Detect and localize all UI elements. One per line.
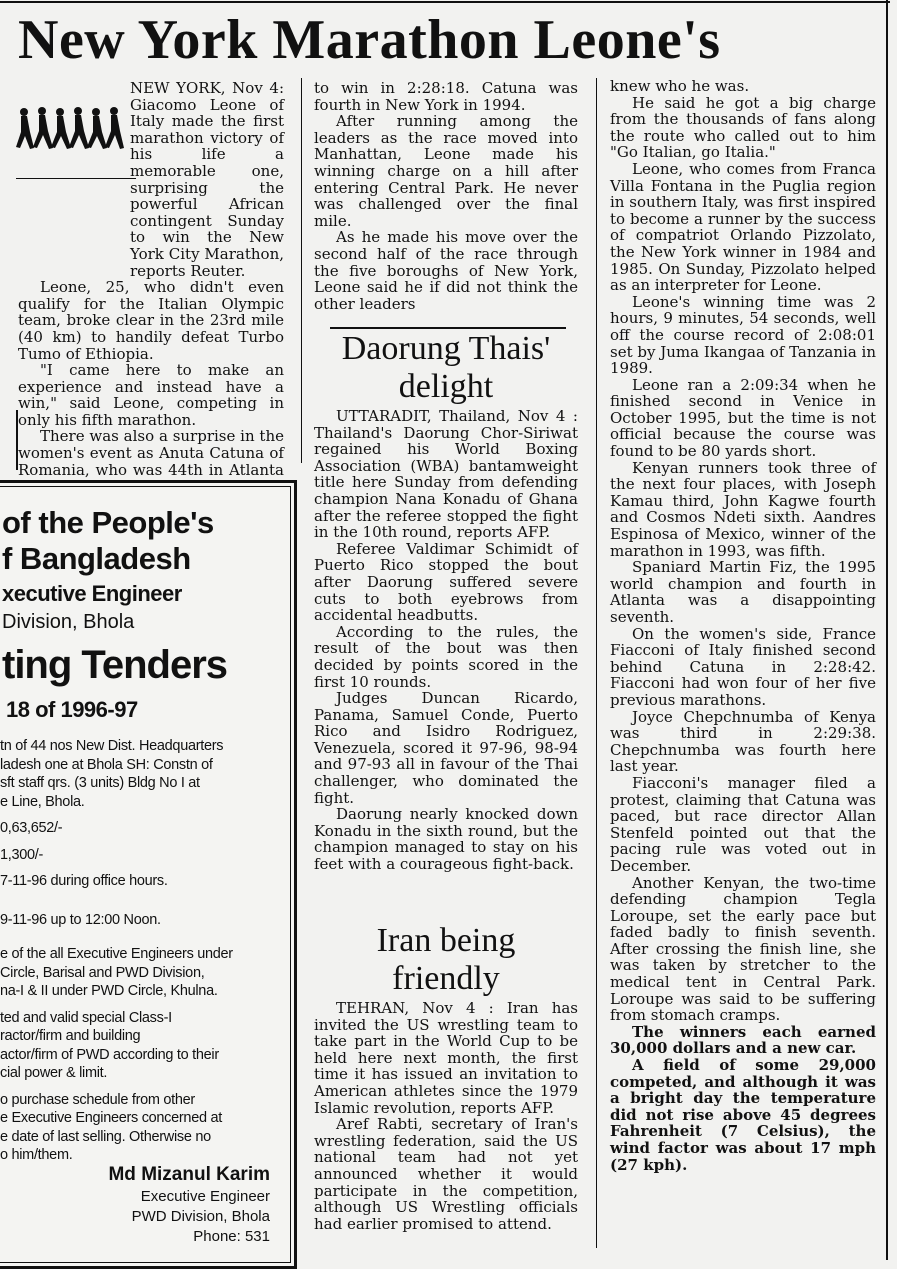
paragraph: Fiacconi's manager filed a protest, claiming that Catuna was paced, but race director Allan Stenfeld pointed out that the pacing rule was voted out in December. [610,773,876,875]
ad-line: e Executive Engineers concerned at [0,1110,222,1126]
ad-heading-2: f Bangladesh [2,541,191,576]
paragraph: knew who he was. [610,77,750,95]
paragraph: Leone's winning time was 2 hours, 9 minutes, 54 seconds, well off the course record of 2:08:01 set by Juma Ikangaa of Tanzania in 1989. [610,292,876,378]
ad-line: actor/firm of PWD according to their [0,1046,219,1063]
story3-title-line2: friendly [392,960,500,997]
story2-title [312,330,580,406]
paragraph: "I came here to make an experience and instead have a win," said Leone, competing in only his fifth marathon. [18,361,284,429]
ad-notice-no: 18 of 1996-97 [6,697,138,722]
ad-line: o him/them. [0,1147,73,1163]
column-rule [16,410,18,470]
paragraph: Leone, 25, who didn't even qualify for the Italian Olympic team, broke clear in the 23rd mile (40 km) to handily defeat Turbo Tumo of Ethiopia. [18,278,284,363]
signatory-phone: Phone: 531 [193,1228,270,1245]
headline: New York Marathon Leone's [18,9,721,71]
paragraph: After running among the leaders as the race moved into Manhattan, Leone made his winning charge on a hill after entering Central Park. He never was challenged over the final mile. [314,112,578,230]
paragraph: There was also a surprise in the women's event as Anuta Catuna of Romania, who was 44th in Atlanta [18,427,284,479]
ad-body [0,737,282,1165]
paragraph: According to the rules, the result of the bout was then decided by points scored in the first 10 rounds. [314,622,578,691]
signatory-name: Md Mizanul Karim [108,1164,270,1185]
paragraph: Referee Valdimar Schimidt of Puerto Rico stopped the bout after Daorung suffered severe cuts to both eyebrows from accidental headbutts. [314,539,578,625]
ad-line: cial power & limit. [0,1065,108,1081]
ad-line: 1,300/- [0,846,44,863]
ad-line: na-I & II under PWD Circle, Khulna. [0,983,218,999]
ad-line: e date of last selling. Otherwise no [0,1128,211,1145]
ad-division: Division, Bhola [2,611,135,633]
divider [330,327,566,329]
paragraph: TEHRAN, Nov 4 : Iran has invited the US wrestling team to take part in the World Cup to be held here next month, the first time it has issued an invitation to American athletes since the 1979 Islamic revolution, reports AFP. [314,999,578,1117]
paragraph: Spaniard Martin Fiz, the 1995 world champion and fourth in Atlanta was a disappointing seventh. [610,558,876,626]
tender-advertisement [0,480,297,1269]
paragraph: On the women's side, France Fiacconi of Italy finished second behind Catuna in 2:28:42. Fiacconi had won four of her five previous marathons. [610,624,876,709]
paragraph: Daorung nearly knocked down Konadu in the sixth round, but the champion managed to stay on his feet with a courageous fight-back. [314,805,578,874]
ad-line: 7-11-96 during office hours. [0,873,168,889]
story3-body [314,1000,578,1232]
ad-heading-1: of the People's [2,505,214,540]
ad-line: o purchase schedule from other [0,1091,195,1108]
right-rule [886,0,888,1260]
ad-line: Circle, Barisal and PWD Division, [0,964,205,981]
story2-body [314,408,578,873]
ad-line: ted and valid special Class-I [0,1009,172,1026]
paragraph: Aref Rabti, secretary of Iran's wrestling federation, said the US national team had not yet announced whether it would participate in the competition, although US Wrestling officials had earlier promised to attend. [314,1115,578,1233]
ad-title: ting Tenders [2,643,228,687]
story2-title-line2: delight [398,368,494,405]
paragraph: UTTARADIT, Thailand, Nov 4 : Thailand's Daorung Chor-Siriwat regained his World Boxing Association (WBA) bantamweight title here Sunday from defending champion Nana Konadu of Ghana after the referee stopped the fight in the 10th round, reports AFP. [314,407,578,542]
paragraph: He said he got a big charge from the thousands of fans along the route who called out to him "Go Italian, go Italia." [610,93,876,162]
signatory-title: Executive Engineer [140,1188,270,1205]
paragraph: Kenyan runners took three of the next four places, with Joseph Kamau third, John Kagwe fourth and Cosmos Ndeti sixth. Aandres Espinosa of Mexico, winner of the marathon in 1993, was fifth. [610,458,876,560]
story3-title-line1: Iran being [376,922,516,959]
ad-line: ractor/firm and building [0,1028,141,1044]
top-rule [0,1,890,3]
paragraph: NEW YORK, Nov 4: Giacomo Leone of Italy made the first marathon victory of his life a memorable one, surprising the powerful African contingent Sunday to win the New York City Marathon, reports Reuter. [130,79,284,280]
ad-line: sft staff qrs. (3 units) Bldg No I at [0,775,200,791]
paragraph: Another Kenyan, the two-time defending champion Tegla Loroupe, set the early pace but faded badly to finish seventh. After crossing the finish line, she was taken by stretcher to the medical tent in Central Park. Loroupe was said to be suffering from stomach cramps. [610,873,876,1025]
paragraph: Joyce Chepchnumba of Kenya was third in 2:29:38. Chepchnumba was fourth here last year. [610,707,876,776]
ad-line: ladesh one at Bhola SH: Constn of [0,756,213,773]
paragraph: Leone ran a 2:09:34 when he finished second in Venice in October 1995, but the time is not official because the course was found to be 80 yards short. [610,375,876,461]
ad-line: e Line, Bhola. [0,793,85,810]
paragraph: A field of some 29,000 competed, and although it was a bright day the temperature did not rise above 45 degrees Fahrenheit (7 Celsius), the wind factor was about 17 mph (27 kph). [610,1056,876,1174]
ad-line: e of the all Executive Engineers under [0,946,233,962]
ad-line: 9-11-96 up to 12:00 Noon. [0,911,161,928]
paragraph: Judges Duncan Ricardo, Panama, Samuel Conde, Puerto Rico and Isidro Rodriguez, Venezuela, scored it 97-96, 98-94 and 97-93 all in favour of the Thai challenger, who dominated the fight. [314,689,578,807]
paragraph: The winners each earned 30,000 dollars and a new car. [610,1022,876,1058]
paragraph: As he made his move over the second half of the race through the five boroughs of New York, Leone said he if did not think the other leaders [314,228,578,313]
story2-title-line1: Daorung Thais' [341,330,551,367]
ad-line: tn of 44 nos New Dist. Headquarters [0,738,224,754]
paragraph: Leone, who comes from Franca Villa Fontana in the Puglia region in southern Italy, was first inspired to become a runner by the success of compatriot Orlando Pizzolato, the New York winner in 1984 and 1985. On Sunday, Pizzolato helped as an interpreter for Leone. [610,159,876,295]
paragraph: to win in 2:28:18. Catuna was fourth in New York in 1994. [314,79,578,114]
ad-office: xecutive Engineer [2,581,182,606]
column-rule [596,78,597,1248]
signatory-office: PWD Division, Bhola [131,1208,270,1225]
ad-line: 0,63,652/- [0,820,63,836]
story3-title [312,922,580,998]
column-rule [301,78,302,463]
story1-column1 [18,80,284,495]
ad-signature [108,1163,270,1247]
story1-column3 [610,78,876,1173]
story1-column2 [314,80,578,312]
